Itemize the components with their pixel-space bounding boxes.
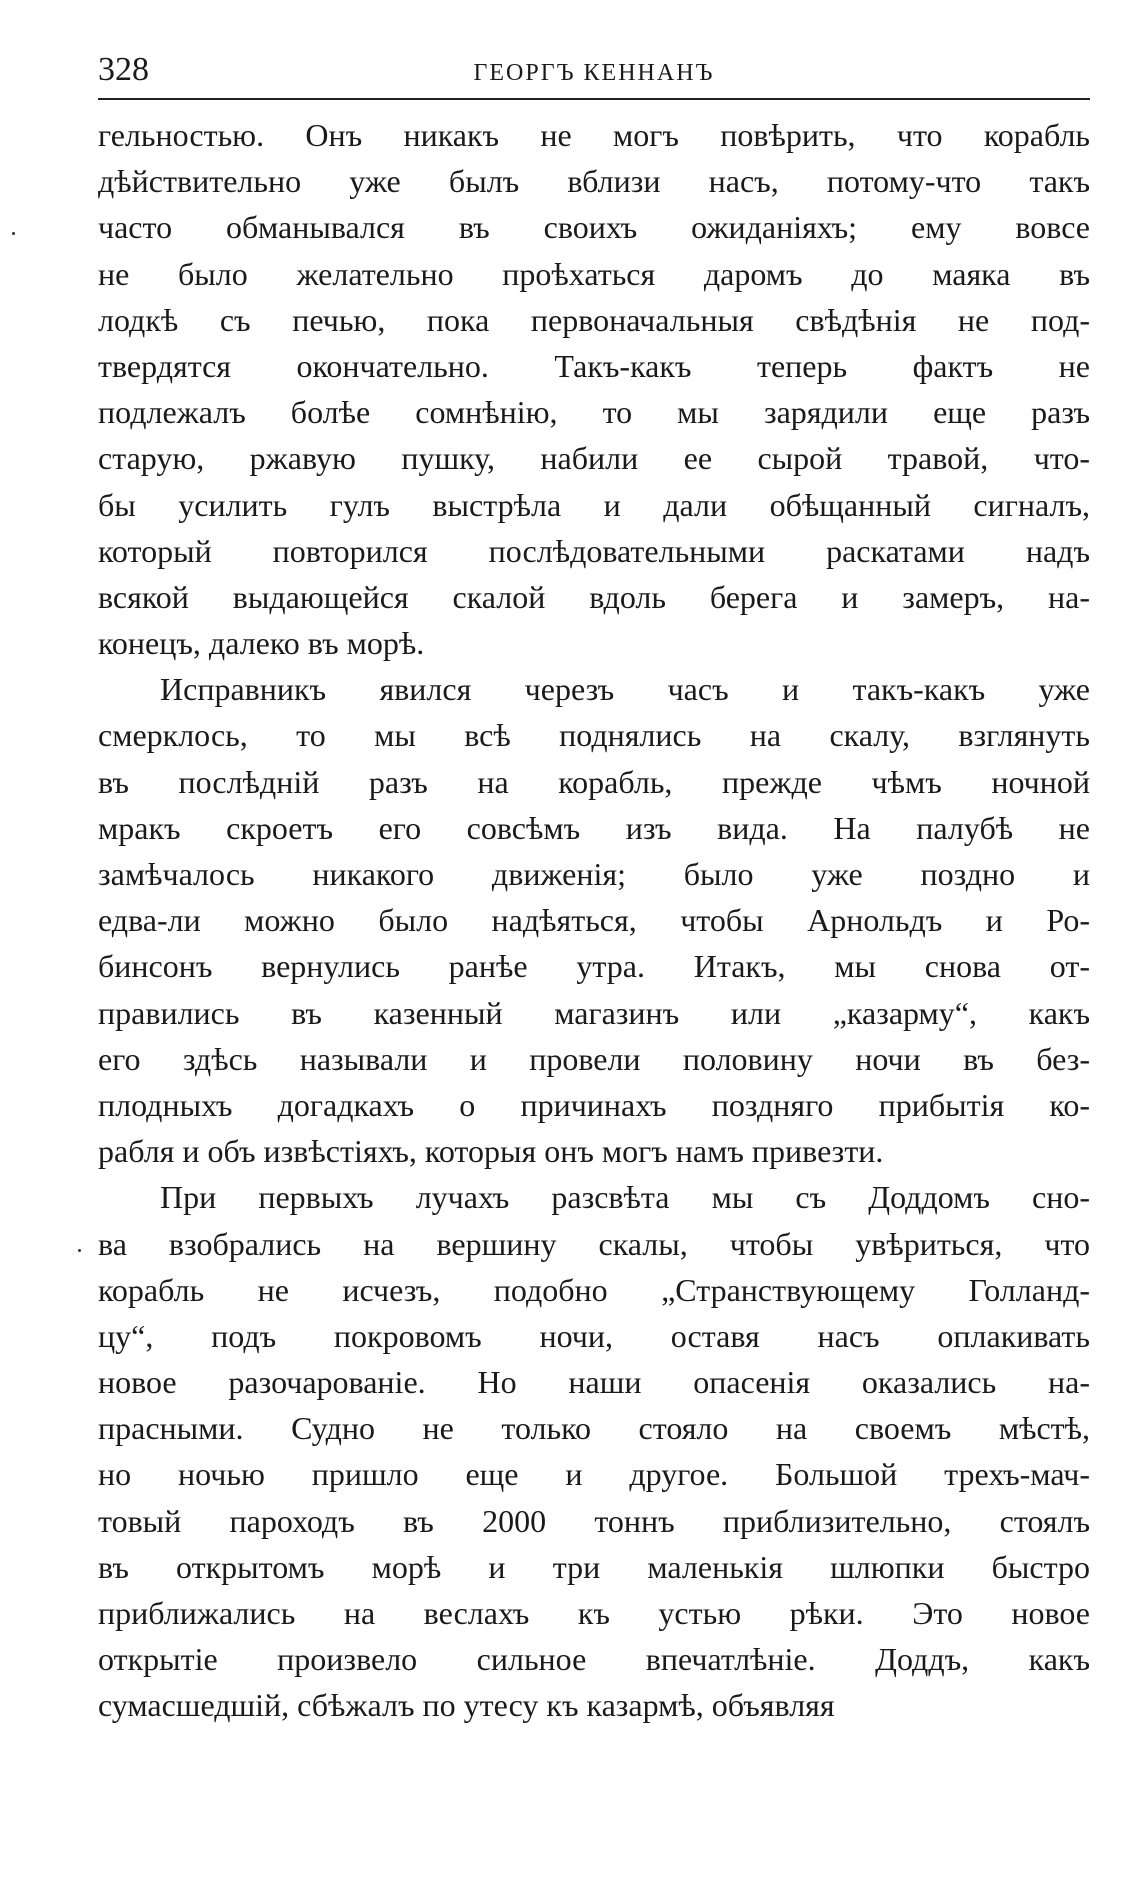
text-line: бинсонъ вернулись ранѣе утра. Итакъ, мы снова от- [98,948,1090,985]
text-line: товый пароходъ въ 2000 тоннъ приблизительно, стоялъ [98,1502,1090,1539]
text-line: замѣчалось никакого движенія; было уже поздно и [98,856,1090,892]
scan-speck [12,232,15,235]
paragraph [98,1174,1090,1728]
text-line: бы усилить гулъ выстрѣла и дали обѣщанный сигналъ, [98,486,1090,523]
text-line: рабля и объ извѣстіяхъ, которыя онъ могъ намъ привезти. [98,1133,884,1170]
page-number: 328 [98,51,149,88]
text-line: который повторился послѣдовательными раскатами надъ [98,532,1090,569]
paragraph [98,666,1090,1174]
running-title: ГЕОРГЪ КЕННАНЪ [473,60,715,86]
text-line: приближались на веслахъ къ устью рѣки. Это новое [98,1595,1090,1631]
text-line: подлежалъ болѣе сомнѣнію, то мы зарядили еще разъ [98,394,1090,431]
text-line: часто обманывался въ своихъ ожиданіяхъ; ему вовсе [98,209,1090,246]
body-text [98,112,1090,1729]
text-line: конецъ, далеко въ морѣ. [98,625,425,662]
text-line: едва-ли можно было надѣяться, чтобы Арнольдъ и Ро- [98,902,1090,939]
text-line: открытіе произвело сильное впечатлѣніе. Доддъ, какъ [98,1641,1090,1678]
text-line: При первыхъ лучахъ разсвѣта мы съ Доддомъ сно- [160,1179,1090,1216]
text-line: не было желательно проѣхаться даромъ до маяка въ [98,255,1090,292]
text-line: Исправникъ явился черезъ часъ и такъ-какъ уже [160,671,1090,708]
text-line: лодкѣ съ печью, пока первоначальныя свѣдѣнія не под- [98,301,1090,338]
text-line: цу“, подъ покровомъ ночи, оставя насъ оплакивать [98,1317,1090,1354]
text-line: въ открытомъ морѣ и три маленькія шлюпки быстро [98,1548,1090,1585]
text-line: твердятся окончательно. Такъ-какъ теперь фактъ не [98,347,1090,384]
text-line: плодныхъ догадкахъ о причинахъ поздняго прибытія ко- [98,1086,1090,1123]
text-line: смерклось, то мы всѣ поднялись на скалу, взглянуть [98,717,1090,754]
scan-speck [78,1249,81,1252]
book-page [98,48,1090,1729]
text-line: но ночью пришло еще и другое. Большой трехъ-мач- [98,1456,1090,1493]
running-head [98,48,1090,100]
text-line: его здѣсь называли и провели половину ночи въ без- [98,1040,1090,1077]
text-line: сумасшедшій, сбѣжалъ по утесу къ казармѣ, объявляя [98,1687,835,1724]
text-line: ва взобрались на вершину скалы, чтобы увѣриться, что [98,1225,1090,1262]
text-line: въ послѣдній разъ на корабль, прежде чѣмъ ночной [98,763,1090,800]
text-line: прасными. Судно не только стояло на своемъ мѣстѣ, [98,1410,1090,1447]
text-line: гельностью. Онъ никакъ не могъ повѣрить, что корабль [98,117,1090,153]
text-line: дѣйствительно уже былъ вблизи насъ, потому-что такъ [98,163,1090,200]
text-line: всякой выдающейся скалой вдоль берега и замеръ, на- [98,578,1090,615]
text-line: правились въ казенный магазинъ или „казарму“, какъ [98,994,1090,1031]
paragraph [98,112,1090,666]
text-line: старую, ржавую пушку, набили ее сырой травой, что- [98,440,1090,477]
text-line: новое разочарованіе. Но наши опасенія оказались на- [98,1364,1090,1401]
text-line: корабль не исчезъ, подобно „Странствующему Голланд- [98,1271,1090,1308]
text-line: мракъ скроетъ его совсѣмъ изъ вида. На палубѣ не [98,809,1090,846]
